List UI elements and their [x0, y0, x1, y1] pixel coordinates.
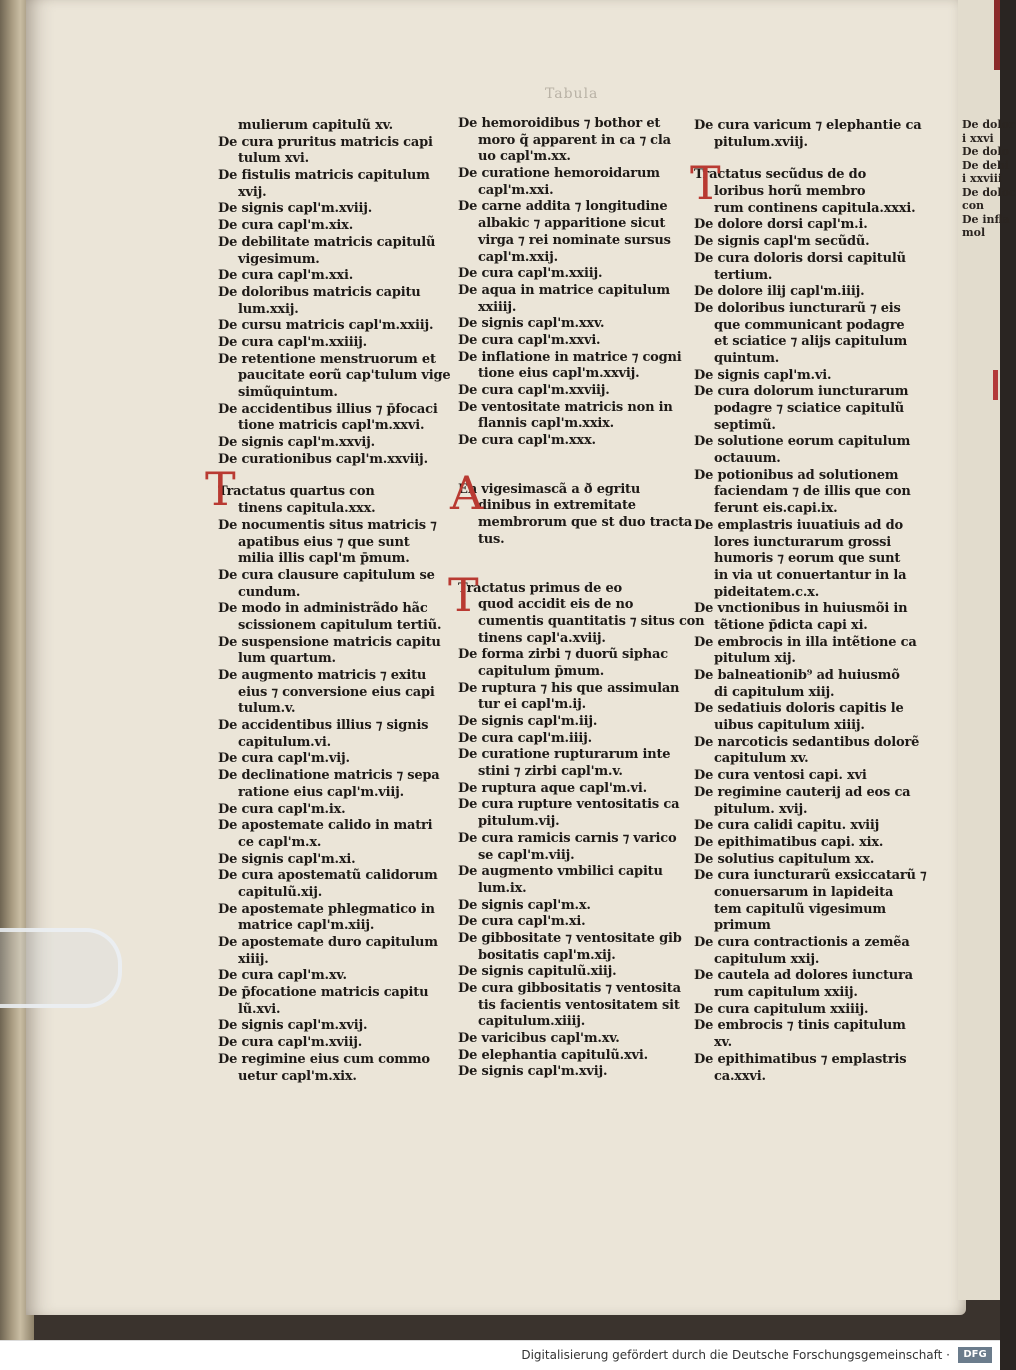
text-line: De augmento matricis ⁊ exitu: [218, 668, 427, 683]
facing-text-line: mol: [962, 226, 986, 239]
text-line: Tractatus quartus con: [218, 484, 375, 500]
text-line: De signis capl'm.iij.: [458, 714, 598, 729]
text-line: capitulum.xiiij.: [478, 1014, 586, 1030]
text-line: capitulum.vi.: [238, 734, 331, 750]
text-line: paucitate eorũ cap'tulum vige: [238, 368, 451, 384]
text-line: stini ⁊ zirbi capl'm.v.: [478, 764, 623, 780]
text-line: membrorum que st duo tracta: [478, 515, 693, 531]
text-line: et sciatice ⁊ alijs capitulum: [714, 334, 908, 350]
text-line: De forma zirbi ⁊ duorũ siphac: [458, 647, 668, 663]
text-line: que communicant podagre: [714, 317, 905, 333]
text-line: pitulum xij.: [714, 651, 796, 667]
text-line: tus.: [478, 531, 505, 547]
text-line: De aqua in matrice capitulum: [458, 282, 670, 298]
text-line: De regimine eius cum commo: [218, 1051, 430, 1067]
text-line: De inflatione in matrice ⁊ cogni: [458, 349, 682, 365]
text-line: De emplastris iuuatiuis ad do: [694, 517, 903, 533]
text-line: De apostemate phlegmatico in: [218, 901, 435, 917]
text-line: pitulum.vij.: [478, 814, 560, 830]
text-line: De cura capitulum xxiiij.: [694, 1001, 869, 1017]
text-line: quintum.: [714, 350, 780, 366]
text-line: cundum.: [238, 584, 301, 600]
text-line: De cura capl'm.xxx.: [458, 433, 596, 449]
text-line: De cura capl'm.xxviij.: [458, 383, 610, 398]
text-line: De cura calidi capitu. xviij: [694, 818, 880, 834]
text-line: De doloribus iuncturarũ ⁊ eis: [694, 300, 901, 316]
text-line: De cura capl'm.xxiij.: [458, 266, 603, 282]
text-line: simũquintum.: [238, 385, 338, 400]
text-line: De fistulis matricis capitulum: [218, 168, 430, 184]
line-gap: [458, 549, 688, 565]
text-line: Tractatus secũdus de do: [694, 167, 867, 183]
text-line: xv.: [714, 1035, 732, 1051]
text-line: tur ei capl'm.ij.: [478, 697, 586, 713]
text-line: capitulum xv.: [714, 751, 809, 767]
text-line: De solutione eorum capitulum: [694, 434, 911, 450]
text-line: vigesimum.: [238, 251, 320, 267]
text-line: lum.xxij.: [238, 301, 299, 317]
text-line: octauum.: [714, 451, 781, 467]
text-line: capl'm.xxi.: [478, 182, 554, 198]
text-line: capl'm.xxij.: [478, 249, 558, 265]
text-line: De elephantia capitulũ.xvi.: [458, 1047, 648, 1063]
text-line: capitulum xxij.: [714, 951, 820, 967]
text-line: lores iuncturarum grossi: [714, 534, 892, 550]
text-line: De declinatione matricis ⁊ sepa: [218, 768, 440, 784]
text-line: De signis capl'm.xvij.: [218, 1018, 368, 1034]
text-line: humoris ⁊ eorum que sunt: [714, 551, 901, 567]
text-line: De cura rupture ventositatis ca: [458, 797, 680, 813]
text-line: ferunt eis.capi.ix.: [714, 501, 838, 517]
text-line: xiiij.: [238, 951, 269, 967]
text-line: apatibus eius ⁊ que sunt: [238, 534, 410, 550]
text-line: De cura varicum ⁊ elephantie ca: [694, 118, 922, 133]
text-line: De sedatiuis doloris capitis le: [694, 701, 904, 717]
text-line: rum capitulum xxiij.: [714, 985, 858, 1001]
column-middle: [458, 116, 705, 1081]
text-line: De signis capl'm.xxvij.: [218, 435, 375, 451]
text-line: podagre ⁊ sciatice capitulũ: [714, 401, 905, 416]
text-line: De cura dolorum iuncturarum: [694, 384, 909, 400]
text-line: De cura capl'm.xxiiij.: [218, 334, 368, 350]
text-line: De signis capitulũ.xiij.: [458, 964, 617, 980]
text-line: De dolore ilij capl'm.iiij.: [694, 284, 865, 300]
text-line: lũ.xvi.: [238, 1001, 281, 1017]
footer-bar: [0, 1340, 1000, 1370]
text-line: tinens capitula.xxx.: [238, 501, 376, 517]
text-line: De ruptura ⁊ his que assimulan: [458, 680, 680, 696]
text-line: tulum.v.: [238, 701, 296, 717]
text-line: En vigesimascã a ð egritu: [458, 481, 641, 497]
text-line: uo capl'm.xx.: [478, 149, 571, 165]
facing-page-text: [962, 118, 1016, 240]
text-line: De accidentibus illius ⁊ signis: [218, 718, 429, 734]
text-line: De ventositate matricis non in: [458, 399, 673, 415]
text-line: De cura capl'm.xi.: [458, 914, 586, 930]
rubric-initial-col2b: T: [448, 568, 479, 622]
text-line: ce capl'm.x.: [238, 834, 322, 850]
facing-text-line: i xxviii: [962, 172, 1003, 185]
text-line: tione eius capl'm.xxvij.: [478, 366, 640, 382]
text-line: De epithimatibus capi. xix.: [694, 834, 884, 850]
text-line: mulierum capitulũ xv.: [238, 118, 393, 133]
text-line: faciendam ⁊ de illis que con: [714, 484, 911, 500]
footer-credit: Digitalisierung gefördert durch die Deutsche Forschungsgemeinschaft ·: [521, 1348, 950, 1362]
text-line: septimũ.: [714, 417, 776, 433]
text-line: quod accidit eis de no: [478, 597, 634, 613]
text-line: De regimine cauterij ad eos ca: [694, 784, 911, 800]
text-line: De curatione rupturarum inte: [458, 747, 671, 763]
running-head: Tabula: [545, 86, 599, 102]
text-line: De modo in administrãdo hãc: [218, 601, 428, 617]
text-line: ratione eius capl'm.viij.: [238, 784, 404, 800]
text-line: De doloribus matricis capitu: [218, 284, 421, 300]
text-line: uetur capl'm.xix.: [238, 1068, 357, 1084]
text-line: De signis capl'm.xviij.: [218, 201, 373, 217]
facing-text-line: De doloc: [962, 185, 1016, 199]
text-line: pitulum.xviij.: [714, 134, 808, 150]
text-line: De potionibus ad solutionem: [694, 467, 899, 483]
text-line: rum continens capitula.xxxi.: [714, 200, 916, 216]
text-line: lum quartum.: [238, 651, 336, 667]
line-gap: [694, 151, 914, 167]
text-line: De cura pruritus matricis capi: [218, 134, 433, 150]
text-line: De cura apostematũ calidorum: [218, 868, 438, 884]
text-line: De apostemate calido in matri: [218, 818, 433, 834]
column-right: [694, 118, 927, 1085]
text-line: moro q̃ apparent in ca ⁊ cla: [478, 132, 671, 148]
text-line: De epithimatibus ⁊ emplastris: [694, 1051, 907, 1067]
text-line: Tractatus primus de eo: [458, 580, 623, 596]
red-margin-mark: [993, 370, 998, 400]
text-line: tione matricis capl'm.xxvi.: [238, 418, 425, 434]
line-gap: [458, 565, 688, 581]
text-line: De solutius capitulum xx.: [694, 851, 875, 867]
text-line: De embrocis in illa intẽtione ca: [694, 634, 917, 650]
text-line: De signis capl'm.x.: [458, 897, 591, 913]
page-holder-clip: [0, 928, 122, 1008]
text-line: De nocumentis situs matricis ⁊: [218, 517, 437, 533]
text-line: De cura capl'm.xxi.: [218, 268, 354, 284]
rubric-initial-col3: T: [690, 156, 721, 210]
text-line: De cura capl'm.xviij.: [218, 1035, 363, 1051]
text-line: di capitulum xiij.: [714, 684, 835, 700]
text-line: De signis capl'm.vi.: [694, 367, 832, 383]
text-line: De embrocis ⁊ tinis capitulum: [694, 1018, 906, 1034]
red-binding-edge: [994, 0, 1000, 70]
text-line: milia illis capl'm p̄mum.: [238, 551, 410, 567]
text-line: De cura capl'm.xxvi.: [458, 332, 601, 348]
text-line: De balneationib⁹ ad huiusmõ: [694, 668, 900, 683]
text-line: uibus capitulum xiiij.: [714, 718, 865, 734]
text-line: tem capitulũ vigesimum: [714, 901, 886, 917]
text-line: ca.xxvi.: [714, 1068, 766, 1084]
facing-text-line: De dolo: [962, 145, 1009, 158]
text-line: De cautela ad dolores iunctura: [694, 968, 913, 984]
text-line: xvij.: [238, 184, 267, 200]
text-line: De dolore dorsi capl'm.i.: [694, 217, 868, 233]
text-line: De cura iuncturarũ exsiccatarũ ⁊: [694, 868, 927, 884]
line-gap: [218, 468, 446, 484]
text-line: De apostemate duro capitulum: [218, 935, 438, 950]
text-line: se capl'm.viij.: [478, 847, 575, 863]
text-line: De signis capl'm.xvij.: [458, 1064, 608, 1080]
text-line: matrice capl'm.xiij.: [238, 918, 375, 934]
text-line: albakic ⁊ apparitione sicut: [478, 216, 666, 232]
text-line: De curatione hemoroidarum: [458, 166, 660, 182]
text-line: De augmento vmbilici capitu: [458, 864, 663, 880]
text-line: cumentis quantitatis ⁊ situs con: [478, 613, 705, 629]
text-line: eius ⁊ conversione eius capi: [238, 684, 435, 700]
text-line: De cura capl'm.xv.: [218, 968, 347, 984]
text-line: pideitatem.c.x.: [714, 584, 820, 600]
text-line: De cura capl'm.iiij.: [458, 730, 592, 746]
text-line: De accidentibus illius ⁊ p̄focaci: [218, 401, 438, 417]
text-line: De suspensione matricis capitu: [218, 634, 441, 650]
text-line: De narcoticis sedantibus dolorẽ: [694, 734, 920, 750]
line-gap: [458, 466, 688, 482]
text-line: De cura contractionis a zemẽa: [694, 935, 910, 950]
text-line: De cursu matricis capl'm.xxiij.: [218, 318, 434, 334]
text-line: in via ut conuertantur in la: [714, 567, 907, 583]
text-line: capitulum p̄mum.: [478, 663, 605, 679]
text-line: scissionem capitulum tertiũ.: [238, 617, 442, 633]
text-line: tis facientis ventositatem sit: [478, 997, 680, 1013]
rubric-initial-col2a: A: [450, 466, 484, 520]
text-line: De cura clausure capitulum se: [218, 567, 435, 583]
text-line: De carne addita ⁊ longitudine: [458, 199, 668, 215]
text-line: De hemoroidibus ⁊ bothor et: [458, 116, 661, 131]
text-line: De p̄focatione matricis capitu: [218, 985, 429, 1001]
text-line: pitulum. xvij.: [714, 801, 808, 817]
facing-text-line: De dolor: [962, 118, 1015, 131]
text-line: De curationibus capl'm.xxviij.: [218, 451, 428, 467]
text-line: De signis capl'm secũdũ.: [694, 234, 870, 250]
text-line: virga ⁊ rei nominate sursus: [478, 232, 671, 248]
text-line: De debilitate matricis capitulũ: [218, 234, 436, 250]
text-line: De cura capl'm.vij.: [218, 751, 350, 767]
text-line: De cura gibbositatis ⁊ ventosita: [458, 981, 681, 996]
text-line: primum: [714, 918, 771, 934]
text-line: tẽtione p̄dicta capi xi.: [714, 617, 868, 633]
text-line: bositatis capl'm.xij.: [478, 947, 616, 963]
text-line: dinibus in extremitate: [478, 498, 636, 514]
rubric-initial-col1: T: [205, 462, 236, 516]
facing-text-line: De debi: [962, 158, 1009, 172]
text-line: xxiiij.: [478, 299, 517, 315]
facing-text-line: con: [962, 199, 985, 212]
text-line: conuersarum in lapideita: [714, 884, 894, 900]
text-line: lum.ix.: [478, 880, 527, 896]
text-line: De cura ramicis carnis ⁊ varico: [458, 830, 677, 846]
text-line: De signis capl'm.xxv.: [458, 316, 605, 332]
text-line: De signis capl'm.xi.: [218, 851, 356, 867]
text-line: tinens capl'a.xviij.: [478, 630, 606, 646]
text-line: De varicibus capl'm.xv.: [458, 1031, 620, 1047]
facing-text-line: i xxvi: [962, 131, 994, 145]
text-line: De cura capl'm.ix.: [218, 801, 346, 817]
text-line: tulum xvi.: [238, 151, 309, 167]
text-line: tertium.: [714, 267, 773, 283]
text-line: De vnctionibus in huiusmõi in: [694, 601, 908, 617]
text-line: De ruptura aque capl'm.vi.: [458, 780, 647, 796]
facing-text-line: De infla: [962, 212, 1010, 226]
column-left: [218, 118, 451, 1085]
text-line: De retentione menstruorum et: [218, 351, 436, 367]
text-line: De cura capl'm.xix.: [218, 218, 354, 234]
dfg-logo: DFG: [958, 1347, 992, 1363]
text-line: De cura ventosi capi. xvi: [694, 768, 867, 784]
text-line: capitulũ.xij.: [238, 884, 323, 900]
text-line: loribus horũ membro: [714, 184, 866, 200]
text-line: De gibbositate ⁊ ventositate gib: [458, 930, 682, 946]
text-line: De cura doloris dorsi capitulũ: [694, 250, 906, 266]
line-gap: [458, 450, 688, 466]
text-line: flannis capl'm.xxix.: [478, 416, 614, 432]
